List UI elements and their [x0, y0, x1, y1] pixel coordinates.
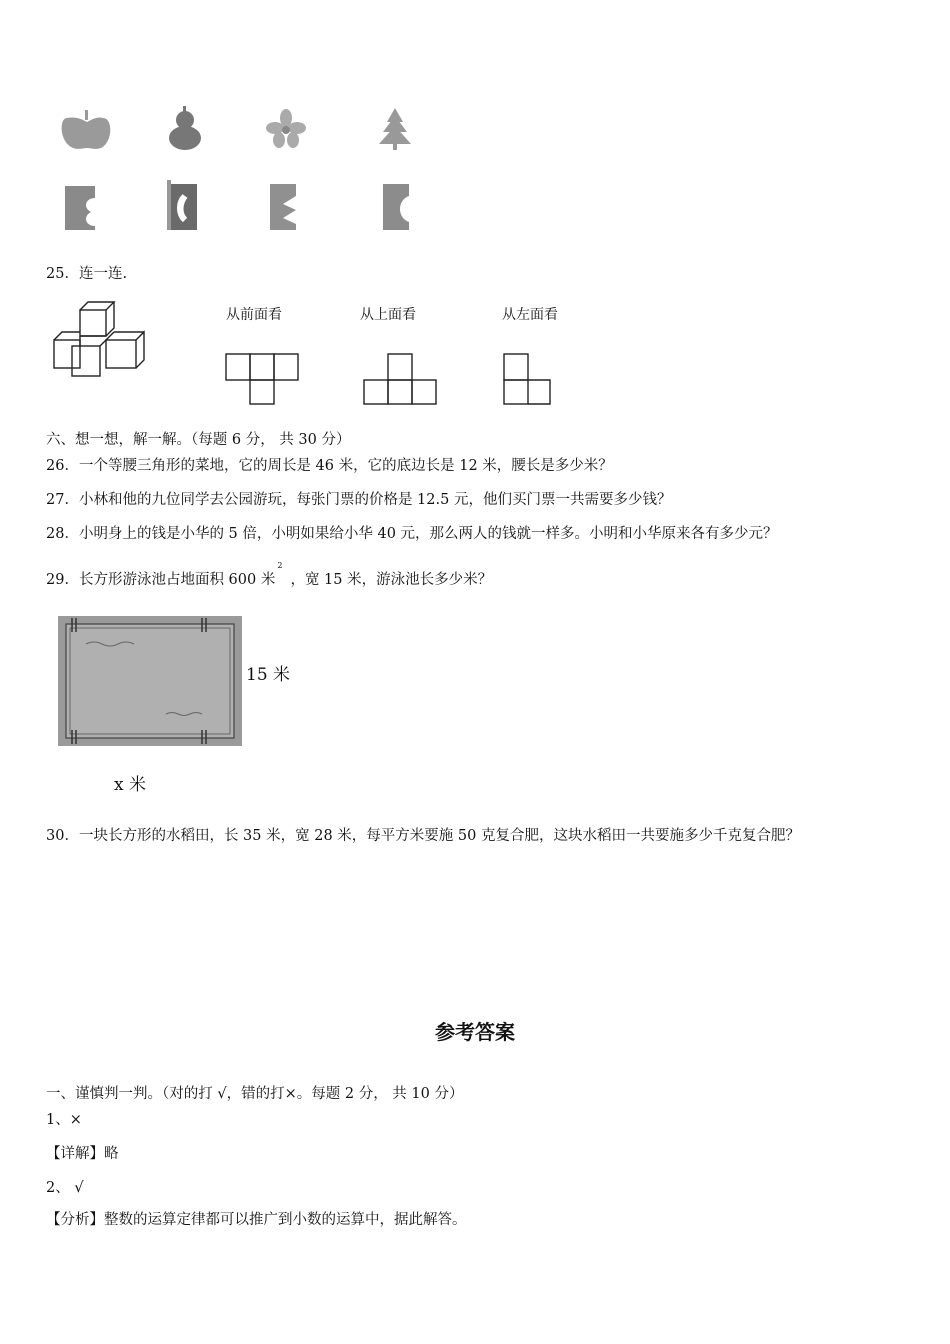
q29-superscript: 2	[277, 561, 283, 570]
view-front-label: 从前面看	[226, 307, 282, 323]
answers-title: 参考答案	[435, 1020, 515, 1044]
pool-width-label: 15 米	[246, 665, 291, 685]
gourd-shape	[169, 106, 201, 150]
q30-text: 30．一块长方形的水稻田，长 35 米，宽 28 米，每平方米要施 50 克复合肥，这块水稻田一共要施多少千克复合肥？	[46, 828, 800, 844]
folded-paper-1	[65, 186, 95, 230]
answer-1-detail: 【详解】略	[46, 1146, 119, 1162]
apple-shape	[62, 110, 111, 149]
top-view-shape	[362, 352, 442, 406]
answers-section1: 一、谨慎判一判。（对的打 √，错的打×。每题 2 分， 共 10 分）	[46, 1086, 464, 1102]
flower-shape	[266, 109, 306, 148]
pool-length-label: x 米	[114, 775, 146, 795]
cube-arrangement	[50, 300, 150, 382]
section6-title: 六、想一想，解一解。（每题 6 分， 共 30 分）	[46, 432, 351, 448]
folded-paper-2	[167, 180, 197, 230]
q29-text	[46, 561, 493, 589]
folded-paper-4	[383, 184, 409, 230]
view-left-label: 从左面看	[502, 307, 558, 323]
swimming-pool-figure	[56, 614, 246, 750]
q25-text: 25．连一连.	[46, 266, 128, 282]
folded-paper-3	[270, 184, 296, 230]
tree-shape	[379, 108, 411, 150]
answer-2-analysis: 【分析】整数的运算定律都可以推广到小数的运算中，据此解答。	[46, 1212, 467, 1228]
paper-cut-figures	[55, 100, 435, 240]
front-view-shape	[224, 352, 304, 406]
left-view-shape	[502, 352, 558, 408]
q29-text-a: 29．长方形游泳池占地面积 600 米	[46, 572, 276, 588]
answer-1: 1、×	[46, 1112, 82, 1128]
q27-text: 27．小林和他的九位同学去公园游玩，每张门票的价格是 12.5 元，他们买门票一共需要多少钱？	[46, 492, 672, 508]
answer-2: 2、 √	[46, 1180, 84, 1196]
view-top-label: 从上面看	[360, 307, 416, 323]
q26-text: 26．一个等腰三角形的菜地，它的周长是 46 米，它的底边长是 12 米，腰长是多少米？	[46, 458, 613, 474]
q29-text-b: ，宽 15 米，游泳池长多少米？	[290, 572, 493, 588]
q28-text: 28．小明身上的钱是小华的 5 倍，小明如果给小华 40 元，那么两人的钱就一样多。小明和小华原来各有多少元？	[46, 526, 778, 542]
